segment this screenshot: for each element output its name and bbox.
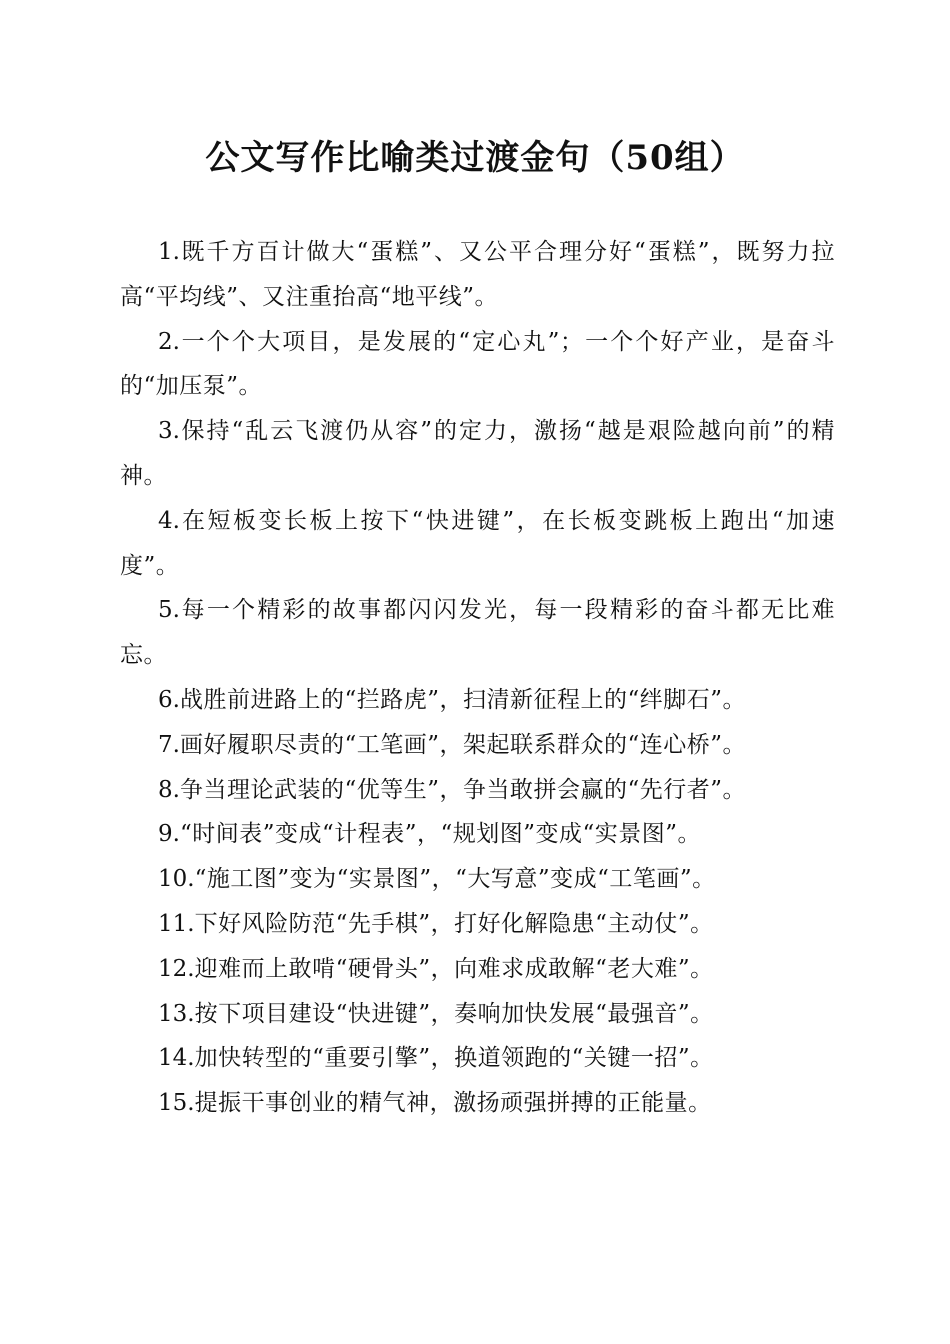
list-item <box>120 230 835 320</box>
item-text: 战胜前进路上的“拦路虎”，扫清新征程上的“绊脚石”。 <box>179 686 746 713</box>
item-number: 14. <box>158 1045 195 1072</box>
item-text: 既千方百计做大“蛋糕”、又公平合理分好“蛋糕”，既努力拉高“平均线”、又注重抬高“地平线”。 <box>120 239 835 310</box>
item-text: “时间表”变成“计程表”，“规划图”变成“实景图”。 <box>179 821 702 848</box>
item-text: 一个个大项目，是发展的“定心丸”；一个个好产业，是奋斗的“加压泵”。 <box>120 328 835 400</box>
list-item <box>120 947 835 992</box>
item-text: 迎难而上敢啃“硬骨头”，向难求成敢解“老大难”。 <box>194 955 714 982</box>
item-text: 加快转型的“重要引擎”，换道领跑的“关键一招”。 <box>194 1045 714 1072</box>
list-item <box>120 857 835 902</box>
list-item <box>120 992 835 1037</box>
item-text: 按下项目建设“快进键”，奏响加快发展“最强音”。 <box>194 1000 714 1027</box>
item-text: 画好履职尽责的“工笔画”，架起联系群众的“连心桥”。 <box>179 731 746 758</box>
item-number: 12. <box>158 955 195 982</box>
list-item <box>120 768 835 813</box>
item-number: 5. <box>158 597 180 624</box>
list-item <box>120 1036 835 1081</box>
item-text: 保持“乱云飞渡仍从容”的定力，激扬“越是艰险越向前”的精神。 <box>120 418 835 489</box>
item-number: 6. <box>158 686 180 713</box>
item-number: 11. <box>158 910 195 937</box>
item-number: 13. <box>158 1000 195 1027</box>
item-number: 15. <box>158 1090 195 1117</box>
item-number: 9. <box>158 821 180 848</box>
document-body <box>120 230 835 1126</box>
item-text: 下好风险防范“先手棋”，打好化解隐患“主动仗”。 <box>194 910 714 937</box>
list-item <box>120 678 835 723</box>
item-text: “施工图”变为“实景图”，“大写意”变成“工笔画”。 <box>194 866 716 893</box>
document-title: 公文写作比喻类过渡金句（50组） <box>205 138 745 178</box>
item-number: 1. <box>158 239 180 265</box>
item-number: 8. <box>158 776 180 803</box>
item-text: 提振干事创业的精气神，激扬顽强拼搏的正能量。 <box>194 1090 712 1117</box>
list-item <box>120 499 835 589</box>
list-item <box>120 723 835 768</box>
list-item <box>120 1081 835 1126</box>
item-number: 2. <box>158 328 180 355</box>
item-text: 争当理论武装的“优等生”，争当敢拼会赢的“先行者”。 <box>179 776 746 803</box>
item-number: 4. <box>158 507 180 534</box>
list-item <box>120 409 835 499</box>
item-number: 3. <box>158 418 180 445</box>
item-text: 在短板变长板上按下“快进键”，在长板变跳板上跑出“加速度”。 <box>120 507 835 579</box>
item-number: 10. <box>158 866 195 893</box>
list-item <box>120 588 835 678</box>
item-text: 每一个精彩的故事都闪闪发光，每一段精彩的奋斗都无比难忘。 <box>120 597 835 669</box>
item-number: 7. <box>158 731 180 758</box>
list-item <box>120 902 835 947</box>
list-item <box>120 320 835 410</box>
list-item <box>120 812 835 857</box>
